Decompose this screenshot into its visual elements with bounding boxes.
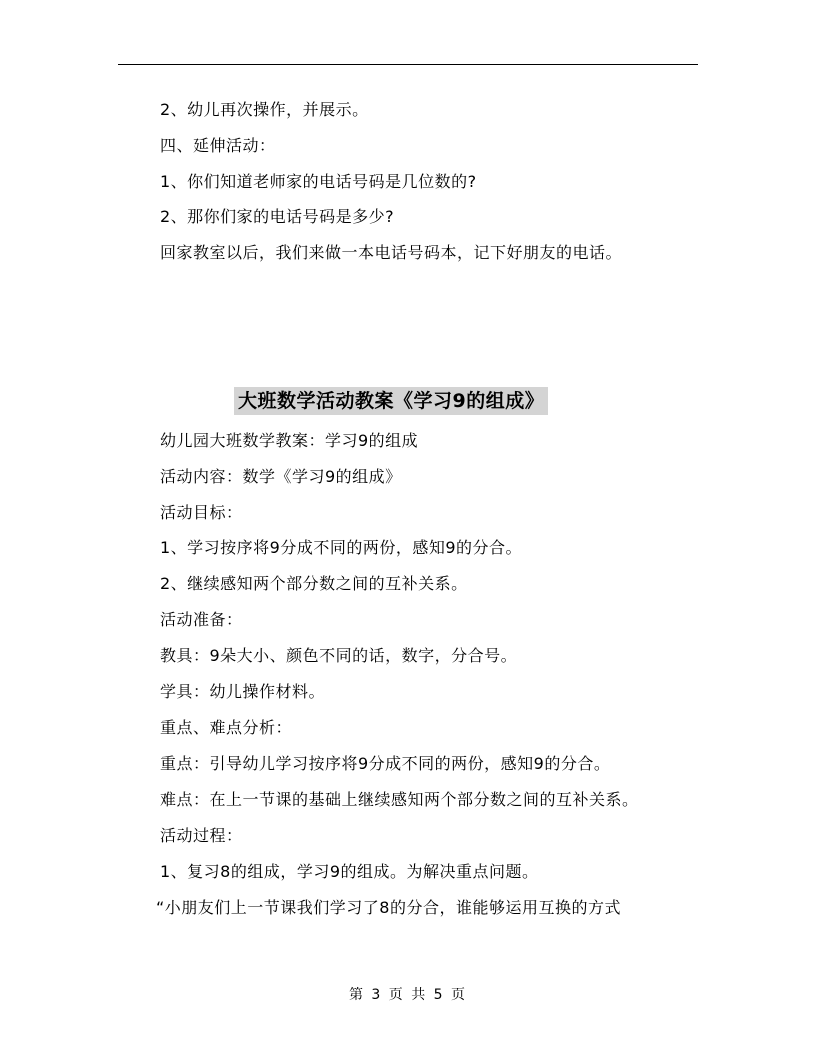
- text-line: 重点：引导幼儿学习按序将9分成不同的两份，感知9的分合。: [160, 754, 611, 773]
- text-line: 2、幼儿再次操作，并展示。: [160, 100, 369, 119]
- text-line: 学具：幼儿操作材料。: [160, 682, 326, 701]
- text-line: 教具：9朵大小、颜色不同的话，数字，分合号。: [160, 646, 518, 665]
- header-rule: [118, 64, 698, 65]
- text-line: 活动目标：: [160, 503, 243, 522]
- text-line: 重点、难点分析：: [160, 718, 293, 737]
- text-line: 2、那你们家的电话号码是多少?: [160, 207, 395, 226]
- text-line: 2、继续感知两个部分数之间的互补关系。: [160, 574, 468, 593]
- text-line: 1、复习8的组成，学习9的组成。为解决重点问题。: [160, 862, 539, 881]
- text-line: 活动内容：数学《学习9的组成》: [160, 467, 402, 486]
- page-footer: 第 3 页 共 5 页: [348, 987, 468, 1003]
- text-line: 活动过程：: [160, 826, 243, 845]
- text-line: 幼儿园大班数学教案：学习9的组成: [160, 431, 419, 450]
- text-line: 难点：在上一节课的基础上继续感知两个部分数之间的互补关系。: [160, 790, 639, 809]
- text-line: 1、学习按序将9分成不同的两份，感知9的分合。: [160, 538, 523, 557]
- text-line: 1、你们知道老师家的电话号码是几位数的?: [160, 172, 477, 191]
- text-line: 四、延伸活动：: [160, 136, 276, 155]
- text-line: “小朋友们上一节课我们学习了8的分合，谁能够运用互换的方式: [156, 898, 621, 917]
- text-line: 活动准备：: [160, 610, 243, 629]
- section-title: 大班数学活动教案《学习9的组成》: [234, 387, 548, 415]
- text-line: 回家教室以后，我们来做一本电话号码本，记下好朋友的电话。: [160, 243, 623, 262]
